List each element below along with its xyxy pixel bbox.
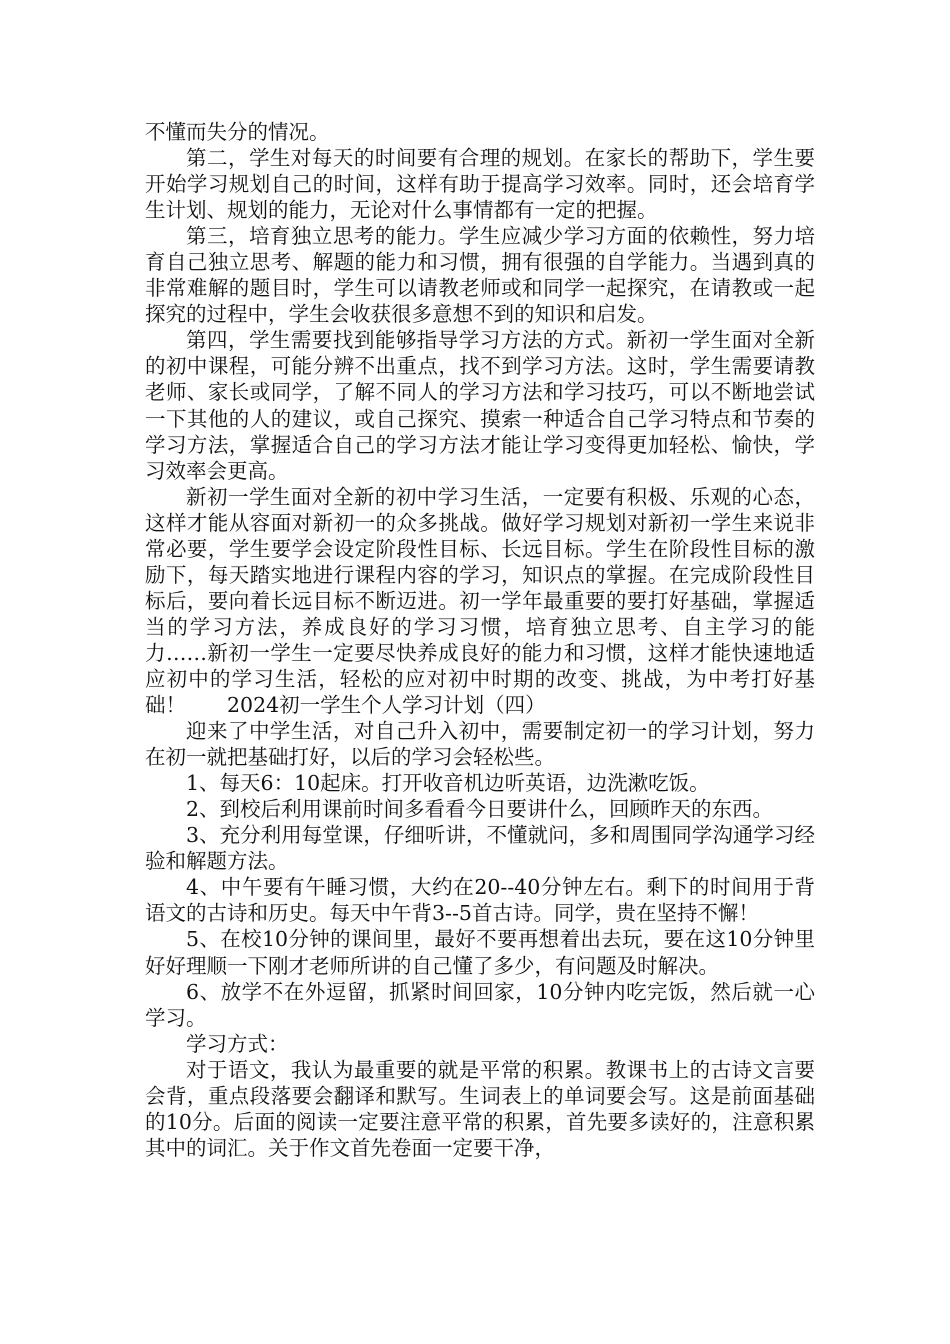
list-item: 4、中午要有午睡习惯，大约在20--40分钟左右。剩下的时间用于背语文的古诗和历史。每天中午背3--5首古诗。同学，贵在坚持不懈！ — [145, 875, 815, 926]
list-item: 3、充分利用每堂课，仔细听讲，不懂就问，多和周围同学沟通学习经验和解题方法。 — [145, 823, 815, 874]
list-item: 1、每天6：10起床。打开收音机边听英语，边洗漱吃饭。 — [186, 771, 710, 796]
list-item: 5、在校10分钟的课间里，最好不要再想着出去玩，要在这10分钟里好好理顺一下刚才老师所讲的自己懂了多少，有问题及时解决。 — [145, 927, 815, 978]
paragraph: 第二，学生对每天的时间要有合理的规划。在家长的帮助下，学生要开始学习规划自己的时间，这样有助于提高学习效率。同时，还会培育学生计划、规划的能力，无论对什么事情都有一定的把握。 — [145, 146, 815, 223]
paragraph: 不懂而失分的情况。 — [145, 120, 330, 144]
section-heading: 学习方式： — [186, 1031, 289, 1056]
paragraph: 对于语文，我认为最重要的就是平常的积累。教课书上的古诗文言要会背，重点段落要会翻译和默写。生词表上的单词要会写。这是前面基础的10分。后面的阅读一定要注意平常的积累，首先要多读好的，注意积累其中的词汇。关于作文首先卷面一定要干净， — [145, 1057, 815, 1160]
paragraph: 第三，培育独立思考的能力。学生应减少学习方面的依赖性，努力培育自己独立思考、解题的能力和习惯，拥有很强的自学能力。当遇到真的非常难解的题目时，学生可以请教老师或和同学一起探究，在请教或一起探究的过程中，学生会收获很多意想不到的知识和启发。 — [145, 224, 815, 327]
list-item: 6、放学不在外逗留，抓紧时间回家，10分钟内吃完饭，然后就一心学习。 — [145, 979, 815, 1030]
paragraph: 迎来了中学生活，对自己升入初中，需要制定初一的学习计划，努力在初一就把基础打好，以后的学习会轻松些。 — [145, 719, 815, 770]
list-item: 2、到校后利用课前时间多看看今日要讲什么，回顾昨天的东西。 — [186, 797, 774, 822]
paragraph: 第四，学生需要找到能够指导学习方法的方式。新初一学生面对全新的初中课程，可能分辨不出重点，找不到学习方法。这时，学生需要请教老师、家长或同学，了解不同人的学习方法和学习技巧，可以不断地尝试一下其他的人的建议，或自己探究、摸索一种适合自己学习特点和节奏的学习方法，掌握适合自己的学习方法才能让学习变得更加轻松、愉快，学习效率会更高。 — [145, 328, 815, 483]
document-body — [145, 119, 815, 1161]
paragraph: 新初一学生面对全新的初中学习生活，一定要有积极、乐观的心态，这样才能从容面对新初一的众多挑战。做好学习规划对新初一学生来说非常必要，学生要学会设定阶段性目标、长远目标。学生在阶段性目标的激励下，每天踏实地进行课程内容的学习，知识点的掌握。在完成阶段性目标后，要向着长远目标不断迈进。初一学年最重要的要打好基础，掌握适当的学习方法，养成良好的学习习惯，培育独立思考、自主学习的能力……新初一学生一定要尽快养成良好的能力和习惯，这样才能快速地适应初中的学习生活，轻松的应对初中时期的改变、挑战，为中考打好基础！ 2024初一学生个人学习计划（四） — [145, 484, 815, 718]
